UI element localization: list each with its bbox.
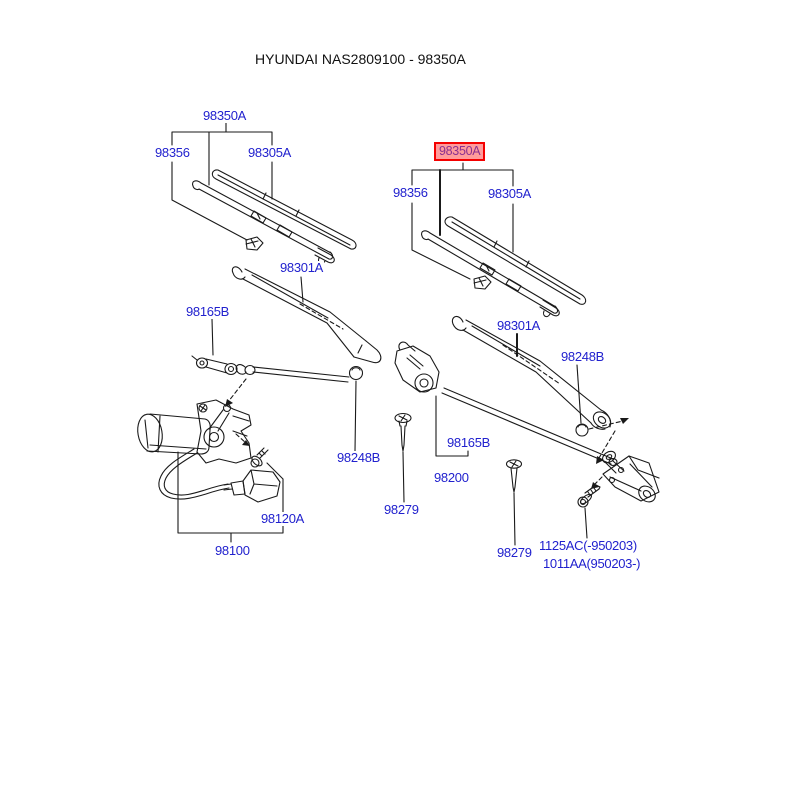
pivot-assembly-art [591, 449, 659, 505]
screw-left-art [395, 414, 411, 503]
motor-art [135, 400, 283, 479]
link-left-art [192, 319, 246, 407]
cap-right-art [576, 365, 629, 464]
cap-left-art [350, 367, 363, 452]
callout-link-mid[interactable]: 98165B [447, 435, 491, 450]
callout-harness[interactable]: 98120A [261, 511, 305, 526]
callout-blade-right-frame[interactable]: 98305A [488, 186, 532, 201]
wiper-blade-left-art [193, 170, 356, 264]
rod1-art [236, 365, 349, 382]
screw-right-art [507, 460, 522, 545]
callout-arm-right[interactable]: 98301A [497, 318, 541, 333]
callout-link-left[interactable]: 98165B [186, 304, 230, 319]
callout-bolt-late[interactable]: 1011AA(950203-) [543, 556, 641, 571]
callout-lines-blade-right [412, 163, 513, 279]
callout-blade-right-assembly-highlighted[interactable]: 98350A [434, 142, 485, 161]
wiper-arm-right-art [452, 316, 613, 431]
callout-motor[interactable]: 98100 [215, 543, 250, 558]
callout-linkage-assembly[interactable]: 98200 [434, 470, 469, 485]
callout-blade-left-frame[interactable]: 98305A [248, 145, 292, 160]
callout-blade-right-refill[interactable]: 98356 [393, 185, 428, 200]
harness-art [159, 449, 280, 502]
wiper-arm-left-art [232, 267, 381, 363]
callout-bolt-early[interactable]: 1125AC(-950203) [539, 538, 637, 553]
callout-arm-left[interactable]: 98301A [280, 260, 324, 275]
callout-cap-right[interactable]: 98248B [561, 349, 605, 364]
callout-screw-right[interactable]: 98279 [497, 545, 532, 560]
callout-screw-left[interactable]: 98279 [384, 502, 419, 517]
callout-blade-left-assembly[interactable]: 98350A [203, 108, 247, 123]
callout-lines-blade-left [172, 122, 272, 240]
bolt-art [578, 485, 600, 538]
center-crank-art [395, 342, 439, 392]
callout-blade-left-refill[interactable]: 98356 [155, 145, 190, 160]
diagram-title: HYUNDAI NAS2809100 - 98350A [255, 51, 466, 67]
callout-cap-left[interactable]: 98248B [337, 450, 381, 465]
